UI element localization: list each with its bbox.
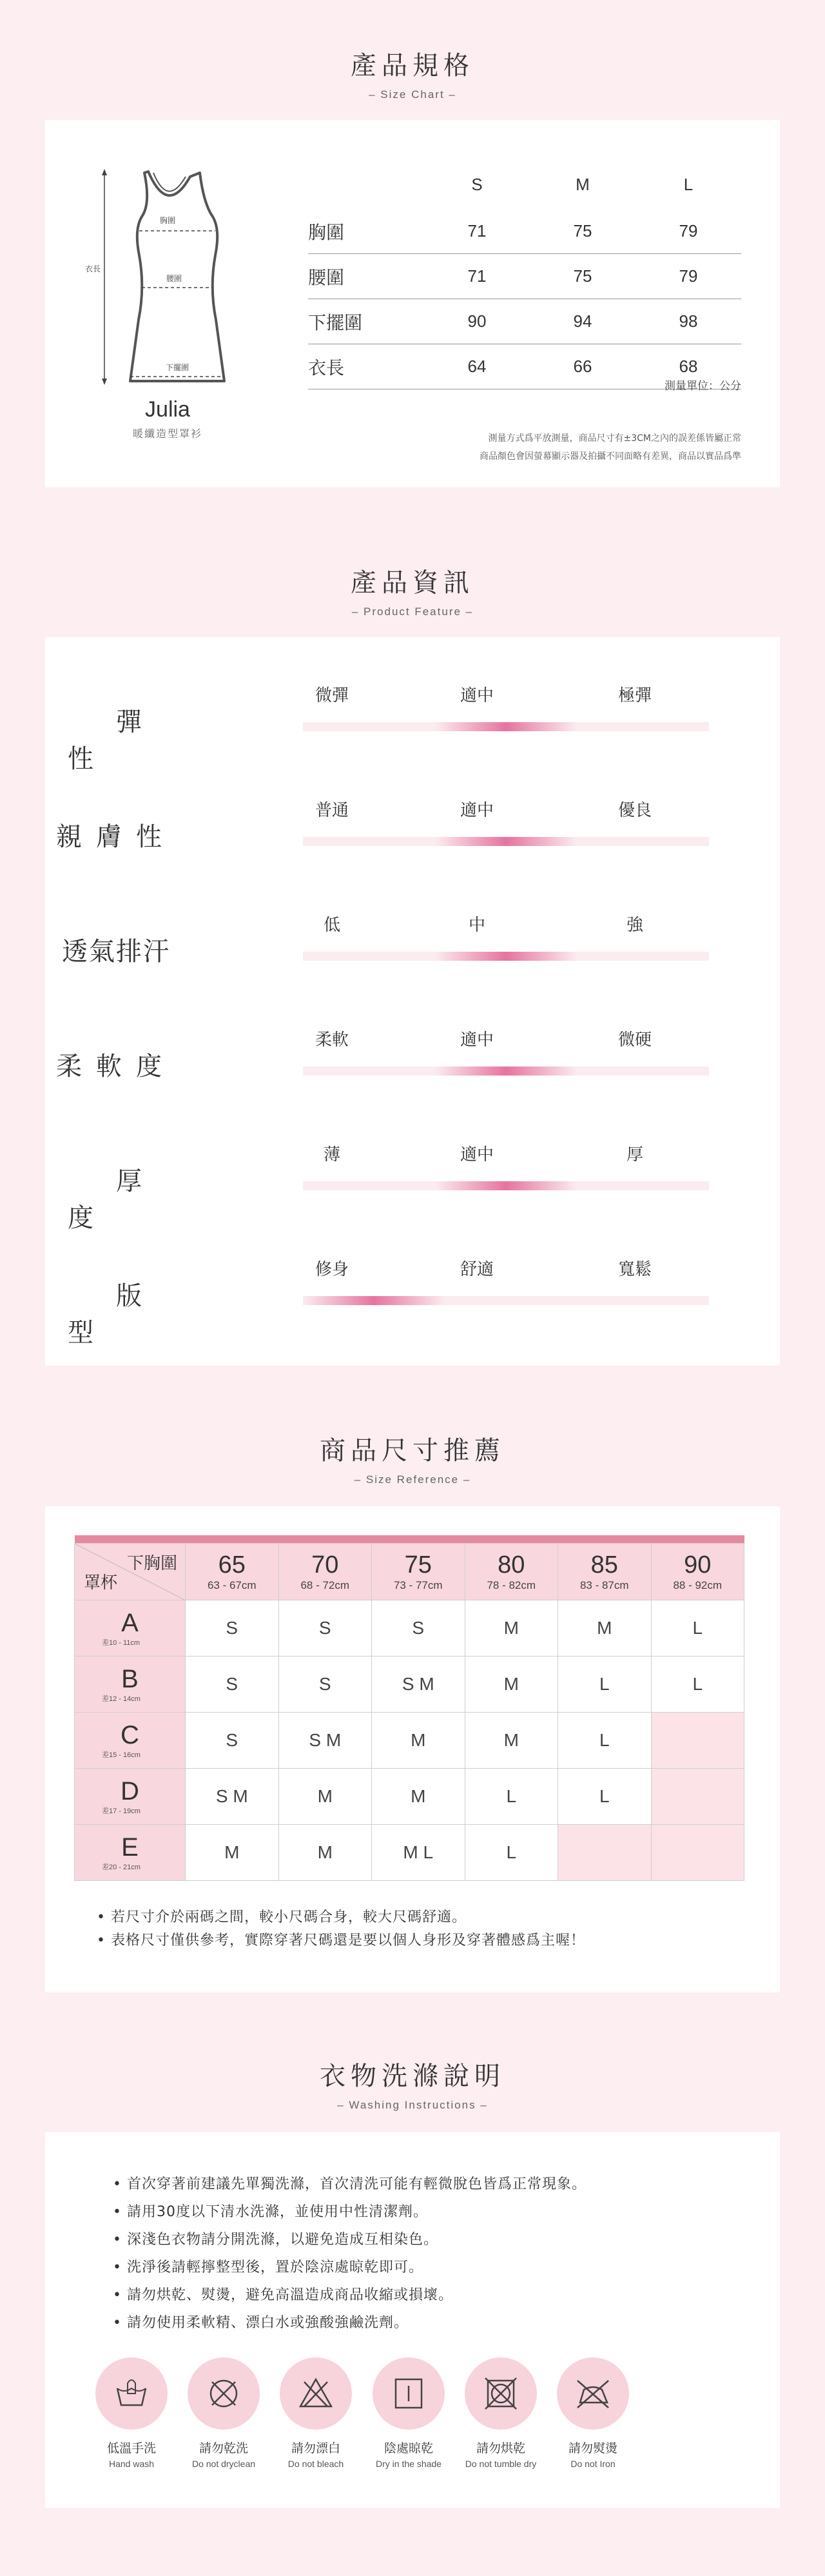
wash-instruction: • 請勿烘乾、熨燙，避免高溫造成商品收縮或損壞。 — [113, 2287, 453, 2303]
care-label-en: Hand wash — [108, 2459, 155, 2469]
cup-size: E — [121, 1833, 139, 1862]
table-row — [75, 1768, 744, 1824]
cup-header — [75, 1824, 186, 1880]
table-cell: M — [372, 1712, 465, 1768]
band-size: 75 — [404, 1551, 432, 1578]
table-cell: M — [465, 1600, 558, 1656]
feature-heading — [0, 562, 825, 618]
feature-option: 適中 — [460, 686, 494, 705]
feature-option: 適中 — [460, 801, 494, 820]
table-cell: 79 — [679, 266, 698, 286]
product-subtitle: 暖纖造型罩衫 — [132, 428, 202, 440]
reference-heading — [0, 1430, 825, 1486]
table-row — [308, 209, 741, 254]
row-label: 衣長 — [308, 357, 345, 379]
table-row — [75, 1824, 744, 1880]
size-header: L — [683, 174, 694, 194]
wash-care-item — [548, 2357, 638, 2469]
section-subtitle: – Size Chart – — [369, 88, 456, 101]
feature-row — [45, 752, 780, 867]
wash-card — [45, 2132, 780, 2508]
table-cell: S M — [372, 1656, 465, 1712]
shade-dry-icon — [373, 2357, 445, 2430]
band-range: 78 - 82cm — [487, 1579, 536, 1591]
section-title: 商品尺寸推薦 — [320, 1436, 505, 1466]
care-label-en: Do not Iron — [570, 2459, 616, 2469]
cup-range: 差17 - 19cm — [102, 1807, 141, 1815]
table-row — [308, 299, 741, 344]
table-cell: 66 — [573, 357, 592, 376]
row-label: 腰圍 — [308, 266, 345, 288]
table-row — [75, 1600, 744, 1656]
band-range: 83 - 87cm — [579, 1579, 629, 1591]
no-iron-icon — [557, 2357, 629, 2430]
care-label-en: Dry in the shade — [376, 2459, 442, 2469]
band-size: 85 — [590, 1551, 618, 1578]
band-size: 80 — [498, 1551, 525, 1578]
table-cell — [651, 1824, 744, 1880]
band-size: 65 — [218, 1551, 246, 1578]
no-tumble-dry-icon — [465, 2357, 537, 2430]
table-cell: 75 — [573, 266, 592, 286]
wash-instruction-list — [113, 2170, 587, 2337]
table-cell: 71 — [467, 221, 487, 241]
table-cell: 71 — [467, 266, 487, 286]
table-cell: S — [186, 1600, 279, 1656]
size-chart-card — [45, 120, 780, 487]
feature-option: 適中 — [460, 1030, 494, 1050]
band-header — [651, 1543, 744, 1600]
feature-card — [45, 637, 780, 1366]
table-cell: M — [186, 1824, 279, 1880]
cup-header — [75, 1656, 186, 1712]
feature-option: 寬鬆 — [617, 1260, 652, 1279]
band-header — [278, 1543, 372, 1600]
table-cell: S — [278, 1600, 372, 1656]
care-label: 低溫手洗 — [106, 2441, 156, 2455]
waist-label: 腰圍 — [166, 274, 182, 283]
size-reference-table — [74, 1535, 744, 1881]
feature-label: 透氣排汗 — [62, 937, 170, 967]
table-cell: 68 — [679, 357, 698, 376]
feature-level-indicator — [435, 1181, 577, 1190]
cup-size: A — [121, 1608, 139, 1637]
wash-care-item — [456, 2357, 546, 2469]
table-cell: M — [278, 1768, 372, 1824]
measure-note: 測量方式爲平放測量，商品尺寸有±3CM之內的誤差係皆屬正常 — [488, 433, 741, 444]
section-title: 產品資訊 — [351, 568, 474, 598]
feature-option: 適中 — [460, 1145, 494, 1165]
table-cell: S — [186, 1712, 279, 1768]
care-label: 請勿漂白 — [291, 2441, 340, 2455]
row-label: 下擺圍 — [308, 311, 363, 333]
color-note: 商品顏色會因螢幕顯示器及拍攝不同面略有差異，商品以實品爲準 — [480, 451, 741, 462]
feature-option: 微彈 — [315, 686, 349, 705]
wash-instruction: • 深淺色衣物請分開洗滌，以避免造成互相染色。 — [113, 2232, 438, 2248]
band-range: 63 - 67cm — [207, 1579, 257, 1591]
table-cell: S M — [278, 1712, 372, 1768]
bust-label: 胸圍 — [159, 216, 176, 225]
band-header — [558, 1543, 652, 1600]
feature-scale-bar — [303, 1296, 709, 1305]
table-cell: L — [558, 1712, 652, 1768]
measure-unit: 測量單位：公分 — [665, 380, 741, 393]
wash-care-item — [271, 2357, 361, 2469]
feature-label: 彈性 — [68, 707, 213, 774]
garment-diagram — [77, 159, 251, 391]
cup-size: C — [121, 1720, 139, 1749]
band-header — [186, 1543, 279, 1600]
care-label: 請勿乾洗 — [199, 2441, 248, 2455]
table-cell: M — [278, 1824, 372, 1880]
feature-option: 普通 — [315, 801, 349, 820]
feature-scale-bar — [303, 722, 709, 731]
feature-row — [45, 1096, 780, 1233]
size-header: S — [471, 174, 483, 194]
table-cell: L — [651, 1656, 744, 1712]
table-cell: S — [372, 1600, 465, 1656]
table-cell: M — [558, 1600, 652, 1656]
feature-option: 柔軟 — [315, 1030, 349, 1050]
feature-row — [45, 981, 780, 1096]
table-cell: M L — [372, 1824, 465, 1880]
wash-care-item — [86, 2357, 177, 2469]
feature-label: 版型 — [68, 1281, 213, 1348]
cup-header — [75, 1768, 186, 1824]
table-cell: M — [465, 1656, 558, 1712]
section-title: 衣物洗滌說明 — [320, 2061, 505, 2091]
care-label: 請勿熨燙 — [568, 2441, 617, 2455]
wash-instruction: • 首次穿著前建議先單獨洗滌，首次清洗可能有輕微脫色皆爲正常現象。 — [113, 2176, 587, 2192]
feature-row — [45, 867, 780, 981]
feature-scale-bar — [303, 837, 709, 846]
table-cell: S M — [186, 1768, 279, 1824]
size-chart-heading — [0, 45, 825, 101]
table-cell: S — [278, 1656, 372, 1712]
cup-size: D — [121, 1776, 139, 1805]
cup-header — [75, 1712, 186, 1768]
feature-option: 低 — [323, 916, 340, 935]
hand-wash-icon — [95, 2357, 168, 2430]
feature-level-indicator — [435, 722, 577, 731]
size-header: M — [576, 174, 590, 194]
feature-level-indicator — [435, 1067, 577, 1076]
cup-header — [75, 1600, 186, 1656]
wash-care-item — [364, 2357, 454, 2469]
reference-card — [45, 1506, 780, 1992]
band-range: 88 - 92cm — [673, 1579, 723, 1591]
feature-level-indicator — [435, 837, 577, 846]
table-cell: 79 — [679, 221, 698, 241]
feature-label: 柔軟度 — [56, 1052, 176, 1081]
feature-option: 薄 — [323, 1145, 340, 1165]
table-cell — [651, 1768, 744, 1824]
feature-label: 親膚性 — [56, 822, 176, 852]
table-row — [75, 1712, 744, 1768]
cup-range: 差10 - 11cm — [102, 1638, 141, 1647]
band-range: 73 - 77cm — [393, 1579, 443, 1591]
table-cell: L — [465, 1768, 558, 1824]
feature-option: 中 — [468, 916, 485, 935]
care-label: 陰處晾乾 — [383, 2441, 433, 2455]
feature-level-indicator — [435, 952, 577, 961]
band-size: 70 — [311, 1551, 339, 1578]
feature-scale-bar — [303, 952, 709, 961]
table-row — [75, 1656, 744, 1712]
table-cell: 75 — [573, 221, 592, 241]
reference-note: • 若尺寸介於兩碼之間，較小尺碼合身，較大尺碼舒適。 — [97, 1909, 467, 1925]
care-label-en: Do not dryclean — [191, 2459, 256, 2469]
table-cell: 98 — [679, 311, 698, 331]
band-size: 90 — [684, 1551, 712, 1578]
feature-row — [45, 1211, 780, 1348]
band-label: 下胸圍 — [126, 1553, 177, 1573]
feature-option: 厚 — [626, 1145, 643, 1165]
feature-option: 舒適 — [460, 1260, 494, 1279]
table-cell: M — [372, 1768, 465, 1824]
band-header — [372, 1543, 465, 1600]
size-table-header — [308, 160, 741, 209]
feature-level-indicator — [303, 1296, 445, 1305]
table-cell: S — [186, 1656, 279, 1712]
row-label: 胸圍 — [308, 221, 345, 243]
section-title: 產品規格 — [351, 51, 474, 81]
cup-range: 差15 - 16cm — [102, 1751, 141, 1759]
table-corner-cell — [75, 1543, 186, 1600]
section-subtitle: – Size Reference – — [354, 1473, 471, 1486]
table-row — [308, 254, 741, 299]
feature-label: 厚度 — [68, 1166, 213, 1233]
wash-heading — [0, 2056, 825, 2112]
feature-option: 修身 — [315, 1260, 349, 1279]
table-header-row — [75, 1543, 744, 1600]
feature-option: 強 — [626, 916, 643, 935]
table-cell — [558, 1824, 652, 1880]
cup-size: B — [121, 1664, 139, 1693]
feature-scale-bar — [303, 1067, 709, 1076]
care-label: 請勿烘乾 — [476, 2441, 525, 2455]
no-dryclean-icon — [188, 2357, 260, 2430]
feature-option: 極彈 — [617, 686, 652, 705]
size-table — [308, 160, 741, 389]
feature-scale-bar — [303, 1181, 709, 1190]
feature-option: 優良 — [617, 801, 652, 820]
table-cell: L — [558, 1768, 652, 1824]
reference-note: • 表格尺寸僅供參考，實際穿著尺碼還是要以個人身形及穿著體感爲主喔！ — [97, 1932, 585, 1949]
cup-range: 差20 - 21cm — [102, 1863, 141, 1871]
table-top-bar — [75, 1535, 744, 1543]
table-cell: 64 — [467, 357, 487, 376]
table-cell: L — [558, 1656, 652, 1712]
wash-instruction: • 請勿使用柔軟精、漂白水或強酸強鹼洗劑。 — [113, 2315, 409, 2331]
length-label: 衣長 — [85, 264, 101, 273]
no-bleach-icon — [280, 2357, 352, 2430]
wash-instruction: • 請用30度以下清水洗滌，並使用中性清潔劑。 — [113, 2204, 428, 2220]
hem-label: 下擺圍 — [165, 363, 189, 372]
table-cell: 90 — [467, 311, 487, 331]
wash-care-item — [179, 2357, 269, 2469]
feature-row — [45, 637, 780, 774]
cup-range: 差12 - 14cm — [102, 1695, 141, 1703]
table-cell: M — [465, 1712, 558, 1768]
care-label-en: Do not tumble dry — [465, 2459, 537, 2469]
band-range: 68 - 72cm — [300, 1579, 350, 1591]
table-cell — [651, 1712, 744, 1768]
feature-option: 微硬 — [617, 1030, 652, 1050]
table-cell: L — [651, 1600, 744, 1656]
band-header — [465, 1543, 558, 1600]
cup-label: 罩杯 — [84, 1573, 118, 1593]
table-cell: 94 — [573, 311, 592, 331]
section-subtitle: – Washing Instructions – — [337, 2099, 488, 2111]
section-subtitle: – Product Feature – — [351, 605, 474, 618]
care-label-en: Do not bleach — [287, 2459, 344, 2469]
wash-instruction: • 洗淨後請輕擰整型後，置於陰涼處晾乾即可。 — [113, 2259, 423, 2276]
product-name: Julia — [145, 397, 190, 422]
table-cell: L — [465, 1824, 558, 1880]
